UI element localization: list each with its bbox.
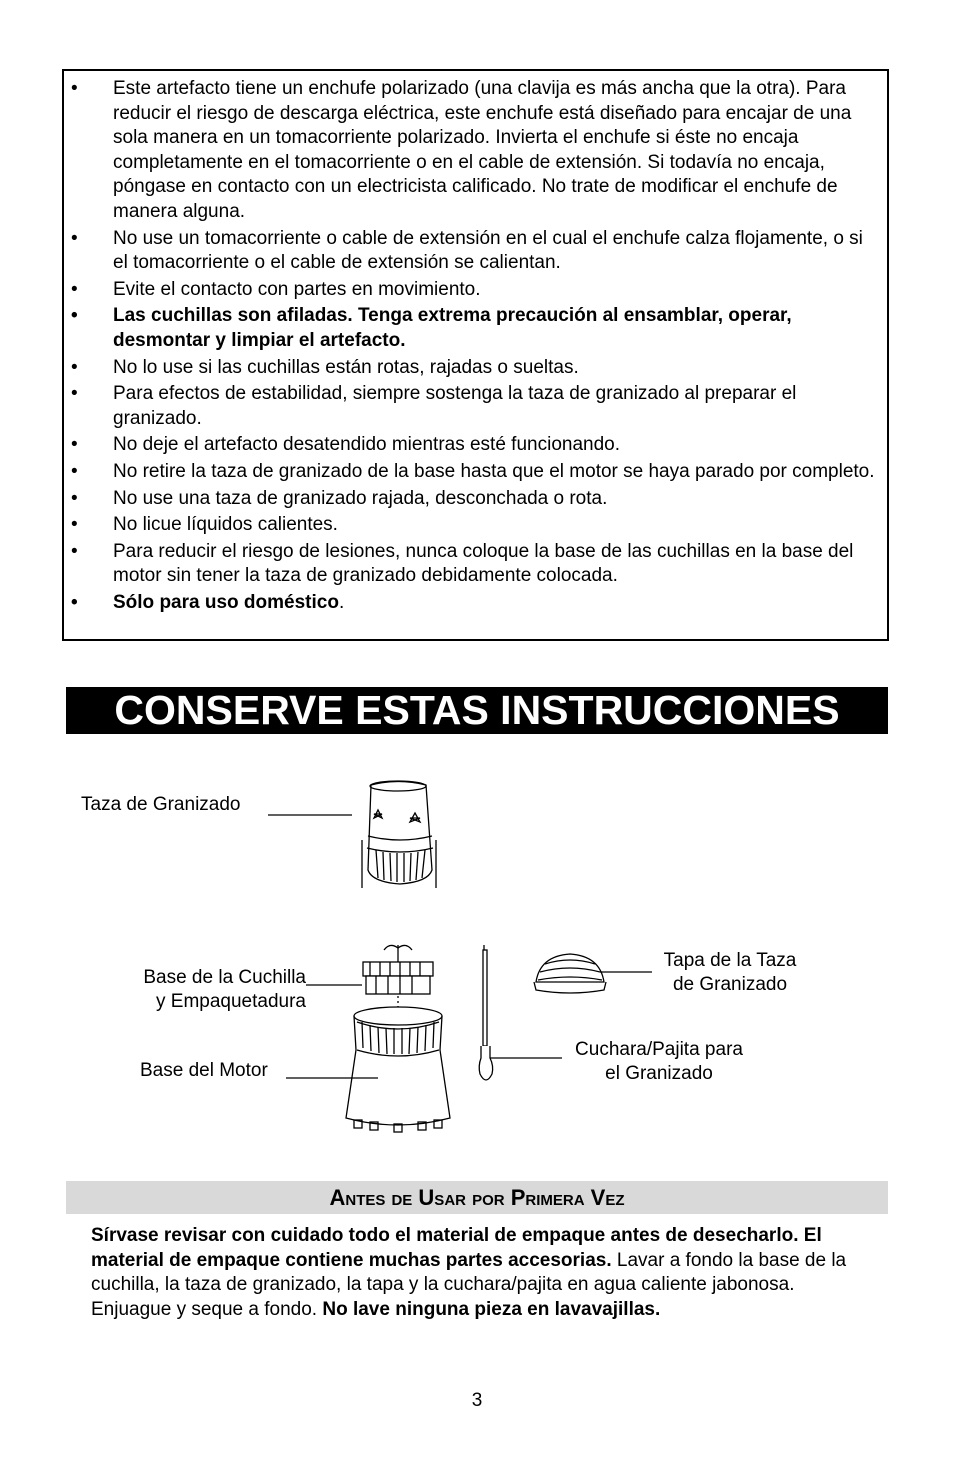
bullet: • xyxy=(71,540,78,562)
safety-item: • No retire la taza de granizado de la base hasta que el motor se haya parado por completo. xyxy=(64,460,887,485)
safety-item: • Para reducir el riesgo de lesiones, nunca coloque la base de las cuchillas en la base del motor sin tener la taza de granizado debidamente colocada. xyxy=(71,540,854,587)
bullet: • xyxy=(71,227,78,249)
motor-base-label: Base del Motor xyxy=(140,1060,268,1081)
spoon-straw-illustration xyxy=(479,945,492,1080)
bullet: • xyxy=(71,460,78,482)
lid-illustration xyxy=(534,954,606,993)
before-first-use-text: Sírvase revisar con cuidado todo el material de empaque antes de desecharlo. El material de empaque contiene muchas partes accesorias. Lavar a fondo la base de la cuchilla, la taza de granizado, la tapa y la cuchara/pajita en agua caliente jabonosa. Enjuague y seque a fondo. No lave ninguna pieza en lavavajillas. xyxy=(91,1225,847,1320)
bullet: • xyxy=(71,487,78,509)
safety-item: • No lo use si las cuchillas están rotas, rajadas o sueltas. xyxy=(64,356,887,381)
cup-label: Taza de Granizado xyxy=(81,794,241,815)
cup-illustration xyxy=(362,781,436,888)
motor-base-illustration xyxy=(346,1007,450,1132)
blade-base-illustration xyxy=(363,945,433,1008)
save-instructions-banner: CONSERVE ESTAS INSTRUCCIONES xyxy=(66,687,888,734)
safety-item: • Evite el contacto con partes en movimiento. xyxy=(64,278,887,303)
safety-item-household: • Sólo para uso doméstico. xyxy=(64,591,887,616)
bullet: • xyxy=(71,591,78,613)
bullet: • xyxy=(71,514,78,536)
blade-base-label: Base de la Cuchilla y Empaquetadura xyxy=(143,967,306,1012)
bullet: • xyxy=(71,278,78,300)
before-first-use-header: Antes de Usar por Primera Vez xyxy=(66,1181,888,1214)
safety-item: • No licue líquidos calientes. xyxy=(64,513,887,538)
bullet: • xyxy=(71,434,78,456)
bullet: • xyxy=(71,78,78,99)
safety-item: • Para efectos de estabilidad, siempre sostenga la taza de granizado al preparar el granizado. xyxy=(71,383,797,429)
parts-diagram xyxy=(0,740,954,1140)
bullet: • xyxy=(71,356,78,378)
safety-item-warning: • Las cuchillas son afiladas. Tenga extrema precaución al ensamblar, operar, desmontar y limpiar el artefacto. xyxy=(71,305,792,351)
page-number: 3 xyxy=(471,1390,483,1411)
safety-item: • Este artefacto tiene un enchufe polarizado (una clavija es más ancha que la otra). Para reducir el riesgo de descarga eléctrica, este enchufe está diseñado para encajar de una sola manera en un tomacorriente polarizado. Invierta el enchufe si éste no encaja completamente en el tomacorriente o en el cable de extensión. Si todavía no encaja, póngase en contacto con un electricista calificado. No trate de modificar el enchufe de manera alguna. xyxy=(71,78,852,222)
safety-item: • No use una taza de granizado rajada, desconchada o rota. xyxy=(64,487,887,512)
safety-item: • No deje el artefacto desatendido mientras esté funcionando. xyxy=(64,433,887,458)
safety-list xyxy=(64,71,887,615)
safety-instructions-box xyxy=(62,69,889,641)
bullet: • xyxy=(71,383,78,405)
spoon-label: Cuchara/Pajita para el Granizado xyxy=(575,1039,743,1084)
lid-label: Tapa de la Taza de Granizado xyxy=(663,950,797,995)
safety-item: • No use un tomacorriente o cable de extensión en el cual el enchufe calza flojamente, o si el tomacorriente o el cable de extensión se calientan. xyxy=(71,227,863,274)
bullet: • xyxy=(71,305,78,327)
